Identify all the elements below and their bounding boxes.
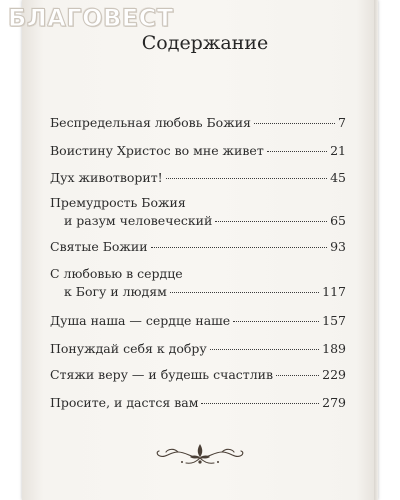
toc-page-number: 229 — [322, 367, 346, 382]
toc-entry — [50, 312, 346, 330]
dot-leader — [201, 403, 319, 404]
dot-leader — [170, 292, 319, 293]
toc-page-number: 117 — [322, 284, 346, 299]
dot-leader — [267, 151, 327, 152]
toc-page-number: 93 — [330, 239, 346, 254]
toc-entry — [50, 238, 346, 256]
dot-leader — [166, 178, 327, 179]
toc-entry — [50, 366, 346, 384]
toc-entry-title: Премудрость Божия — [50, 195, 186, 210]
toc-page-number: 21 — [330, 143, 346, 158]
dot-leader — [210, 349, 319, 350]
toc-entry-title: Понуждай себя к добру — [50, 341, 207, 356]
page-title: Содержание — [141, 32, 269, 54]
toc-entry-title: Просите, и дастся вам — [50, 395, 199, 410]
toc-entry-title: Беспредельная любовь Божия — [50, 115, 251, 130]
toc-entry-title: Стяжи веру — и будешь счастлив — [50, 367, 274, 382]
dot-leader — [233, 321, 319, 322]
toc-entry — [50, 340, 346, 358]
toc-entry — [50, 194, 346, 230]
toc-entry — [50, 114, 346, 132]
toc-page-number: 157 — [322, 313, 346, 328]
toc-entry-title: Воистину Христос во мне живет — [50, 143, 264, 158]
toc-entry — [50, 169, 346, 187]
toc-entry-title-continued: к Богу и людям — [64, 284, 167, 299]
floral-vignette-icon — [152, 438, 248, 474]
dot-leader — [276, 375, 319, 376]
toc-page-number: 189 — [322, 341, 346, 356]
dot-leader — [215, 221, 327, 222]
toc-entry-title-continued: и разум человеческий — [64, 213, 213, 228]
page-edge — [374, 0, 378, 500]
toc-entry — [50, 142, 346, 160]
store-watermark: БЛАГОВЕСТ — [8, 4, 174, 32]
toc-entry — [50, 265, 346, 301]
dot-leader — [254, 123, 335, 124]
toc-entry — [50, 394, 346, 412]
toc-entry-title: Душа наша — сердце наше — [50, 313, 231, 328]
toc-page-number: 7 — [338, 115, 346, 130]
dot-leader — [151, 247, 327, 248]
toc-entry-title: Дух животворит! — [50, 170, 163, 185]
toc-entry-title: С любовью в сердце — [50, 266, 183, 281]
toc-page-number: 45 — [330, 170, 346, 185]
toc-page-number: 65 — [330, 213, 346, 228]
toc-page-number: 279 — [322, 395, 346, 410]
toc-entry-title: Святые Божии — [50, 239, 148, 254]
